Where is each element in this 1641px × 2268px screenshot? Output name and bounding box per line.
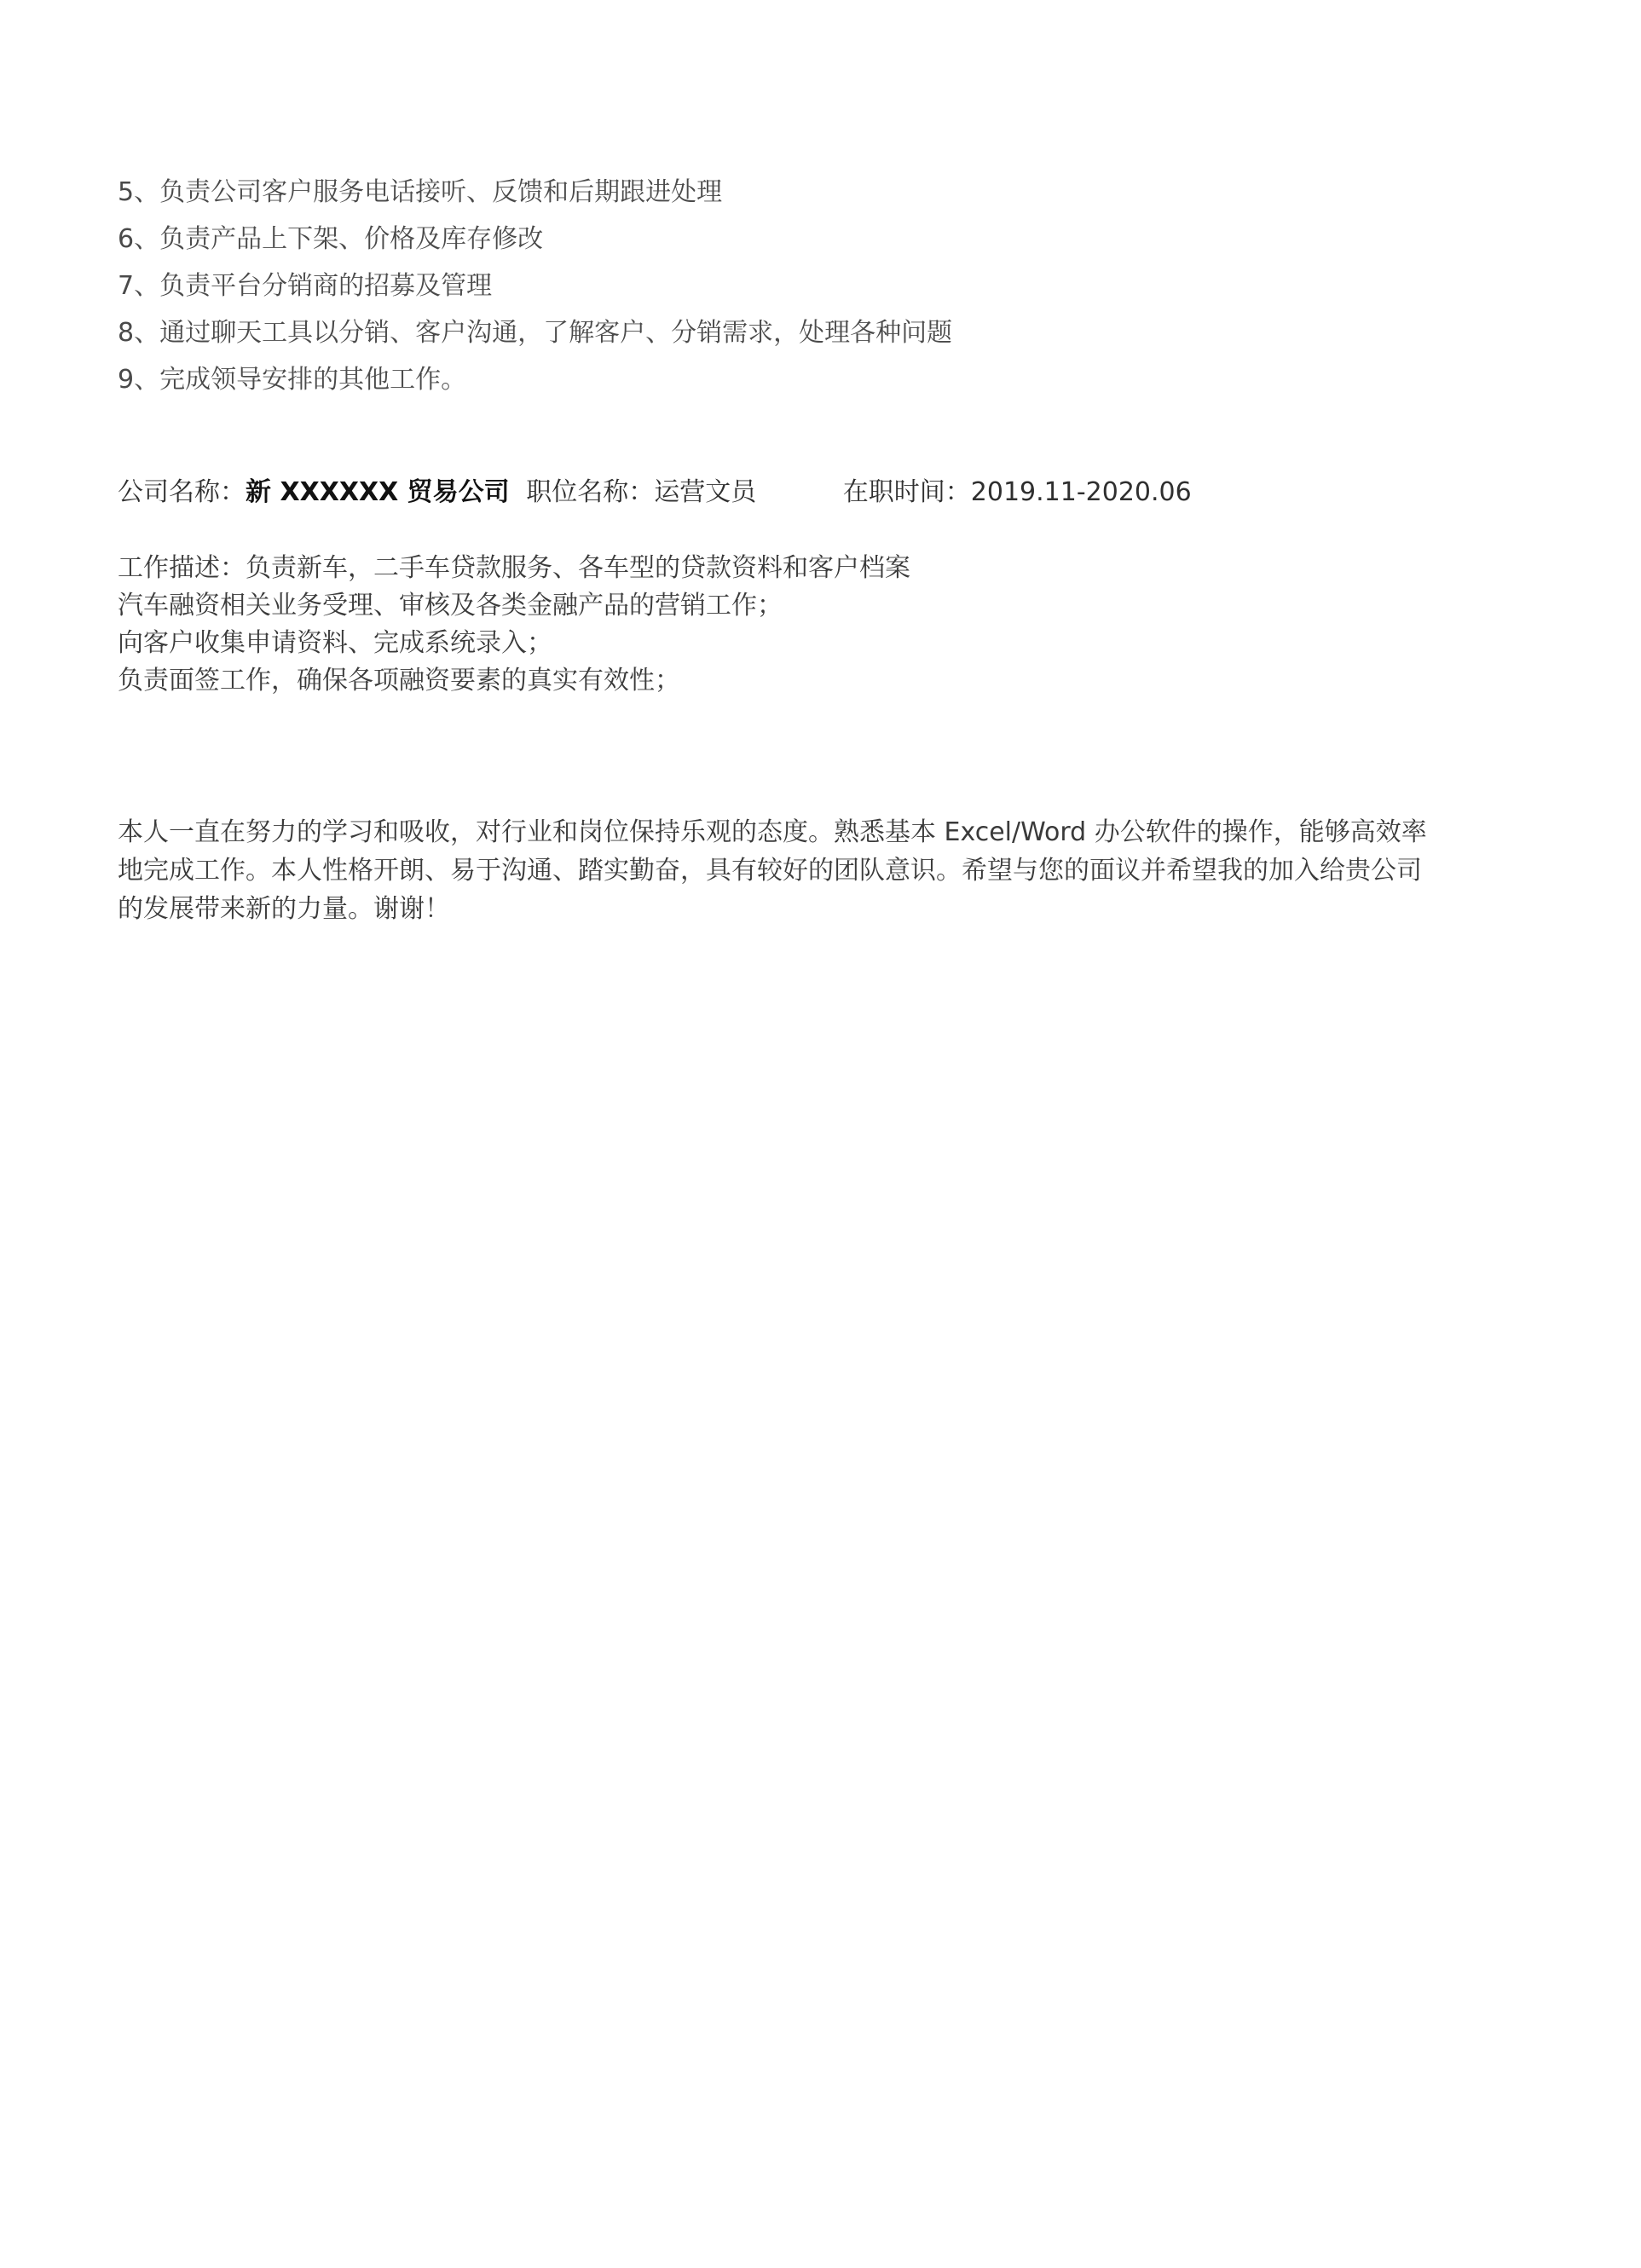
job-description-line: 工作描述：负责新车，二手车贷款服务、各车型的贷款资料和客户档案 xyxy=(118,553,910,583)
employment-period: 2019.11-2020.06 xyxy=(970,477,1192,507)
job-description-line: 负责面签工作，确保各项融资要素的真实有效性； xyxy=(118,666,680,695)
job-duties-list xyxy=(118,169,952,403)
job-header xyxy=(118,473,1192,512)
period-label: 在职时间： xyxy=(842,477,971,507)
company-name: 新 XXXXXX 贸易公司 xyxy=(246,477,510,507)
self-evaluation-line: 本人一直在努力的学习和吸收，对行业和岗位保持乐观的态度。熟悉基本 Excel/Word 办公软件的操作，能够高效率 xyxy=(118,817,1427,847)
job-description-line: 向客户收集申请资料、完成系统录入； xyxy=(118,628,552,658)
duty-item: 7、负责平台分销商的招募及管理 xyxy=(118,271,493,301)
self-evaluation xyxy=(118,813,1533,928)
company-label: 公司名称： xyxy=(118,477,246,507)
self-evaluation-line: 的发展带来新的力量。谢谢！ xyxy=(118,894,450,924)
position-label: 职位名称： xyxy=(526,477,655,507)
duty-item: 5、负责公司客户服务电话接听、反馈和后期跟进处理 xyxy=(118,177,723,207)
duty-item: 9、完成领导安排的其他工作。 xyxy=(118,365,467,395)
job-description xyxy=(118,550,910,700)
duty-item: 6、负责产品上下架、价格及库存修改 xyxy=(118,224,544,254)
position-name: 运营文员 xyxy=(654,477,757,507)
self-evaluation-line: 地完成工作。本人性格开朗、易于沟通、踏实勤奋，具有较好的团队意识。希望与您的面议并希望我的加入给贵公司 xyxy=(118,856,1422,886)
job-description-line: 汽车融资相关业务受理、审核及各类金融产品的营销工作； xyxy=(118,591,783,620)
duty-item: 8、通过聊天工具以分销、客户沟通，了解客户、分销需求，处理各种问题 xyxy=(118,318,953,348)
